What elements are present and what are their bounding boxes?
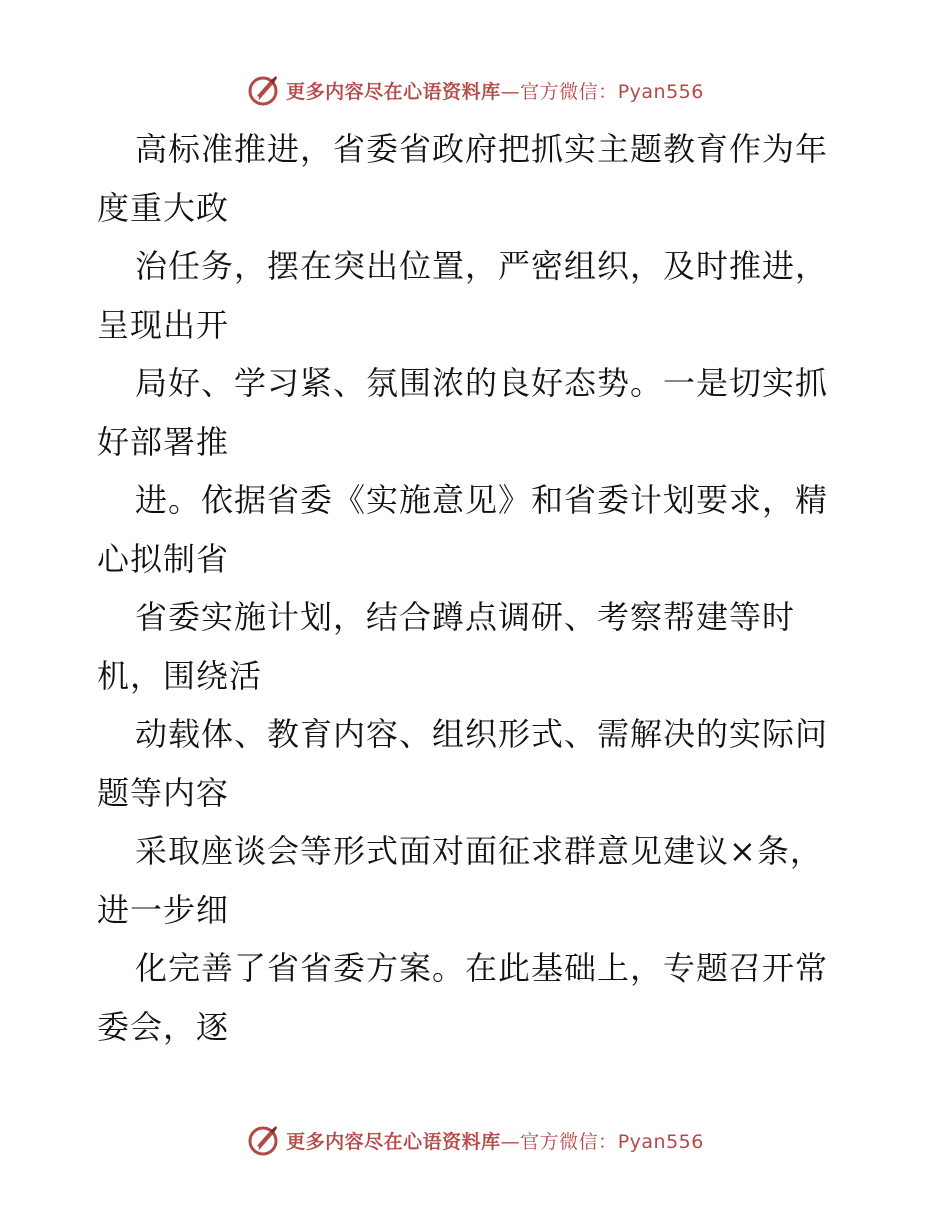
watermark-wechat-id: Pyan556	[617, 1130, 704, 1153]
watermark-wechat-label: 官方微信：	[520, 80, 618, 103]
document-body	[97, 120, 857, 1056]
paragraph-line: 委会，逐	[97, 1007, 230, 1046]
watermark-separator: —	[500, 1130, 521, 1153]
paragraph-line: 题等内容	[97, 773, 230, 812]
paragraph-line: 机，围绕活	[97, 656, 263, 695]
paragraph-line: 呈现出开	[97, 305, 230, 344]
watermark-text	[286, 1127, 704, 1154]
paragraph-line: 好部署推	[97, 422, 230, 461]
paragraph-line: 采取座谈会等形式面对面征求群意见建议×条，	[135, 832, 823, 870]
watermark-wechat-label: 官方微信：	[520, 1130, 618, 1153]
paragraph-line: 度重大政	[97, 188, 230, 227]
watermark-wechat-id: Pyan556	[617, 80, 704, 103]
paragraph-line: 省委实施计划，结合蹲点调研、考察帮建等时	[135, 598, 796, 636]
paragraph-line: 动载体、教育内容、组织形式、需解决的实际问	[135, 715, 829, 753]
paragraph-line: 进一步细	[97, 890, 230, 929]
paragraph-line: 进。依据省委《实施意见》和省委计划要求，精	[135, 481, 829, 519]
watermark-site: 更多内容尽在心语资料库	[286, 80, 501, 103]
paragraph-line: 心拟制省	[97, 539, 230, 578]
paragraph-line: 局好、学习紧、氛围浓的良好态势。一是切实抓	[135, 364, 829, 402]
paragraph-line: 治任务，摆在突出位置，严密组织，及时推进，	[135, 247, 829, 285]
watermark-site: 更多内容尽在心语资料库	[286, 1130, 501, 1153]
header-watermark	[0, 70, 950, 110]
quill-pen-logo-icon	[246, 1123, 280, 1157]
footer-watermark	[0, 1120, 950, 1160]
watermark-text	[286, 77, 704, 104]
paragraph-line: 化完善了省省委方案。在此基础上，专题召开常	[135, 949, 829, 987]
paragraph-line: 高标准推进，省委省政府把抓实主题教育作为年	[135, 130, 829, 168]
quill-pen-logo-icon	[246, 73, 280, 107]
watermark-separator: —	[500, 80, 521, 103]
